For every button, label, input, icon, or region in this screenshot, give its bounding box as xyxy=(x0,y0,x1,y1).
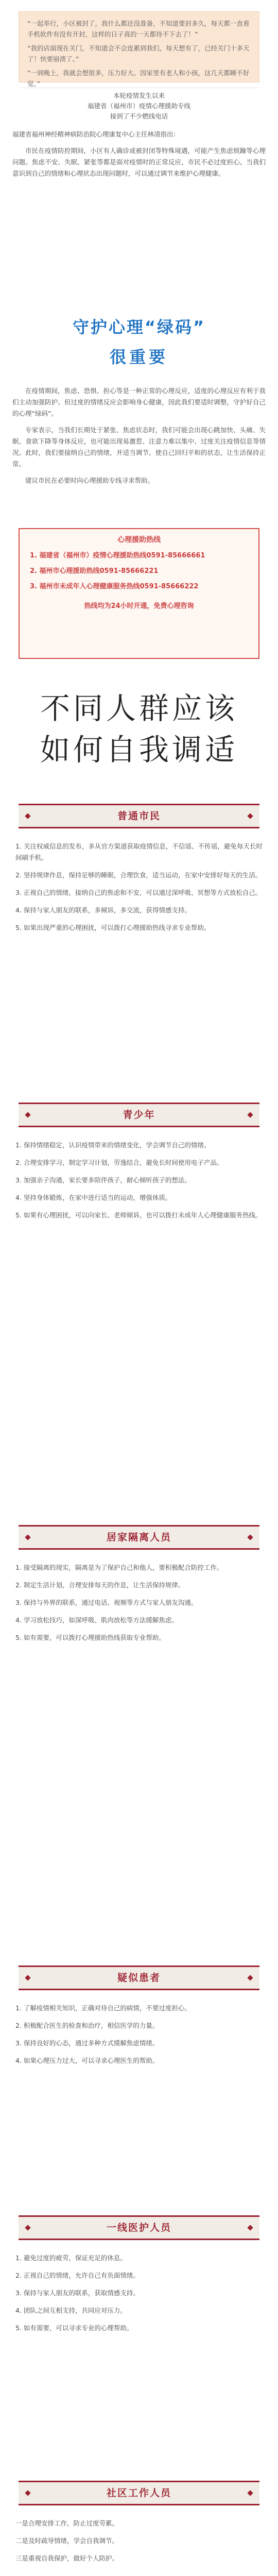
section-list-medical-staff xyxy=(15,2252,263,2340)
section-header-citizens xyxy=(19,804,259,828)
main-title xyxy=(0,314,278,368)
list-item: 3. 保持与外界的联系，通过电话、视频等方式与家人朋友沟通。 xyxy=(15,1599,198,1606)
section-header-community-workers xyxy=(19,2481,259,2505)
list-item: 1. 接受隔离的现实，隔离是为了保护自己和他人，要积极配合防控工作。 xyxy=(15,1564,223,1571)
hotline-note: 热线均为24小时开通，免费心理咨询 xyxy=(84,602,194,610)
title-line-1: 守护心理“绿码” xyxy=(72,317,206,337)
body-text-1 xyxy=(12,129,266,184)
list-item: 3. 保持与家人朋友的联系，获取情感支持。 xyxy=(15,2289,140,2297)
intro-quote-box xyxy=(19,11,259,88)
list-item: 5. 如有需要，可以拨打心理援助热线获取专业帮助。 xyxy=(15,1634,165,1641)
lead-text xyxy=(31,91,247,122)
list-item: 3. 加强亲子沟通，家长要多陪伴孩子，耐心倾听孩子的想法。 xyxy=(15,1176,191,1184)
list-item: 一是合理安排工作，防止过度劳累。 xyxy=(15,2519,119,2527)
body-paragraph-1: 福建省福州神经精神病防治院心理康复中心主任林清指出： xyxy=(12,130,180,138)
section-list-suspected xyxy=(15,2003,263,2073)
hotline-box xyxy=(19,528,259,659)
body-paragraph-2: 市民在疫情防控期间，小区有人确诊或被封闭等特殊境遇，可能产生焦虑烦躁等心理问题。焦虑不安、失眠、紧张等都是面对疫情时的正常反应，市民不必过度担心。当我们意识到自己的情绪和心理状态出现问题时，可以通过调节来维护心理健康。 xyxy=(12,147,266,177)
list-item: 3. 正视自己的情绪，接纳自己的焦虑和不安，可以通过深呼吸、冥想等方式放松自己。 xyxy=(15,889,262,896)
groups-heading-line-2: 如何自我调适 xyxy=(40,732,238,767)
list-item: 1. 避免过度的疲劳，保证充足的休息。 xyxy=(15,2254,127,2262)
list-item: 4. 学习放松技巧，如深呼吸、肌肉放松等方法缓解焦虑。 xyxy=(15,1616,178,1624)
list-item: 5. 如果有心理困扰，可以向家长、老师倾诉，也可以拨打未成年人心理健康服务热线。 xyxy=(15,1211,262,1219)
body2-paragraph-3: 建议市民在必要时向心理援助专线寻求帮助。 xyxy=(25,477,154,484)
section-title: 社区工作人员 xyxy=(106,2487,171,2499)
hotline-title: 心理援助热线 xyxy=(117,536,161,544)
section-title: 一线医护人员 xyxy=(106,2222,171,2233)
section-title: 青少年 xyxy=(123,1109,155,1121)
intro-quote-1: “一起举行，小区被封了，我什么都还没准备，不知道要封多久，每天都一直看手机软件有没有开封，这样的日子真的一天都待不下去了！” xyxy=(27,20,250,38)
list-item: 三是重视自我保护，做好个人防护。 xyxy=(15,2554,119,2562)
list-item: 3. 保持良好的心态，通过多种方式缓解焦虑情绪。 xyxy=(15,2039,159,2047)
section-header-home-isolation xyxy=(19,1525,259,1550)
body2-paragraph-2: 专家表示，当我们长期处于紧张、焦虑状态时，我们可能会出现心跳加快、头痛、失眠、食欲下降等身体反应，也可能出现易激惹、注意力难以集中、过度关注疫情信息等情况。此时，我们要接纳自己的情绪，并适当调节，使自己回归平和的状态，让生活保持正常。 xyxy=(12,426,266,468)
list-item: 1. 保持情绪稳定，认识疫情带来的情绪变化，学会调节自己的情绪。 xyxy=(15,1141,211,1149)
lead-line-1: 本轮疫情发生以来 xyxy=(113,92,165,99)
hotline-item-3: 3. 福州市未成年人心理健康服务热线0591-85666222 xyxy=(30,583,199,590)
list-item: 1. 关注权威信息的发布，多从官方渠道获取疫情信息，不信谣、不传谣，避免每天长时间刷手机。 xyxy=(15,842,263,861)
list-item: 二是及时疏导情绪，学会自我调节。 xyxy=(15,2537,119,2545)
hotline-item-1: 1. 福建省（福州市）疫情心理援助热线0591-85666661 xyxy=(30,552,205,560)
intro-quote-2: “我的店面现在关门，不知道会不会连累到我们，每天想有了，已经关门十多天了！快要崩溃了。” xyxy=(27,44,250,63)
section-header-youth xyxy=(19,1103,259,1127)
body2-paragraph-1: 在疫情期间，焦虑、恐惧、担心等是一种正常的心理反应，适度的心理反应有利于我们主动加强防护。但过度的情绪反应会影响身心健康，因此我们要适时调整，守护好自己的心理“绿码”。 xyxy=(12,387,266,417)
section-title: 居家隔离人员 xyxy=(106,1532,171,1543)
section-header-medical-staff xyxy=(19,2215,259,2240)
section-list-community-workers xyxy=(15,2518,263,2570)
list-item: 2. 合理安排学习，制定学习计划，劳逸结合，避免长时间使用电子产品。 xyxy=(15,1159,223,1166)
list-item: 4. 团队之间互相支持，共同应对压力。 xyxy=(15,2307,127,2314)
list-item: 5. 如果出现严重的心理困扰，可以拨打心理援助热线寻求专业帮助。 xyxy=(15,924,211,931)
section-header-suspected xyxy=(19,1965,259,1990)
section-title: 普通市民 xyxy=(117,810,161,822)
list-item: 2. 积极配合医生的检查和治疗，相信医学的力量。 xyxy=(15,2022,159,2029)
section-list-youth xyxy=(15,1140,263,1227)
list-item: 1. 了解疫情相关知识，正确对待自己的病情，不要过度担心。 xyxy=(15,2004,191,2012)
hotline-item-2: 2. 福州市心理援助热线0591-85666221 xyxy=(30,567,159,575)
groups-heading xyxy=(0,688,278,770)
list-item: 5. 如有需要，可以寻求专业的心理帮助。 xyxy=(15,2324,133,2332)
list-item: 2. 制定生活计划，合理安排每天的作息，让生活保持规律。 xyxy=(15,1581,185,1589)
lead-line-3: 接到了不少燃线电话 xyxy=(110,112,168,120)
list-item: 4. 如果心理压力过大，可以寻求心理医生的帮助。 xyxy=(15,2057,159,2064)
title-line-2: 很重要 xyxy=(109,347,168,367)
section-list-citizens xyxy=(15,841,263,940)
groups-heading-line-1: 不同人群应该 xyxy=(40,691,238,726)
list-item: 4. 保持与家人朋友的联系，多倾诉，多交流，获得情感支持。 xyxy=(15,906,191,914)
list-item: 2. 坚持规律作息，保持足够的睡眠，合理饮食，适当运动，在家中安排好每天的生活。 xyxy=(15,871,262,879)
section-list-home-isolation xyxy=(15,1562,263,1650)
list-item: 2. 正视自己的情绪，允许自己有负面情绪。 xyxy=(15,2272,140,2279)
list-item: 4. 坚持身体锻炼，在家中进行适当的运动，增强体质。 xyxy=(15,1194,172,1201)
lead-line-2: 福建省（福州市）疫情心理援助专线 xyxy=(87,102,190,110)
body-text-2 xyxy=(12,385,266,492)
section-title: 疑似患者 xyxy=(117,1972,161,1984)
intro-quote-3: “一到晚上，我就会想很多，压力好大。因家里有老人和小孩，这几天都睡不好觉。” xyxy=(27,69,250,88)
